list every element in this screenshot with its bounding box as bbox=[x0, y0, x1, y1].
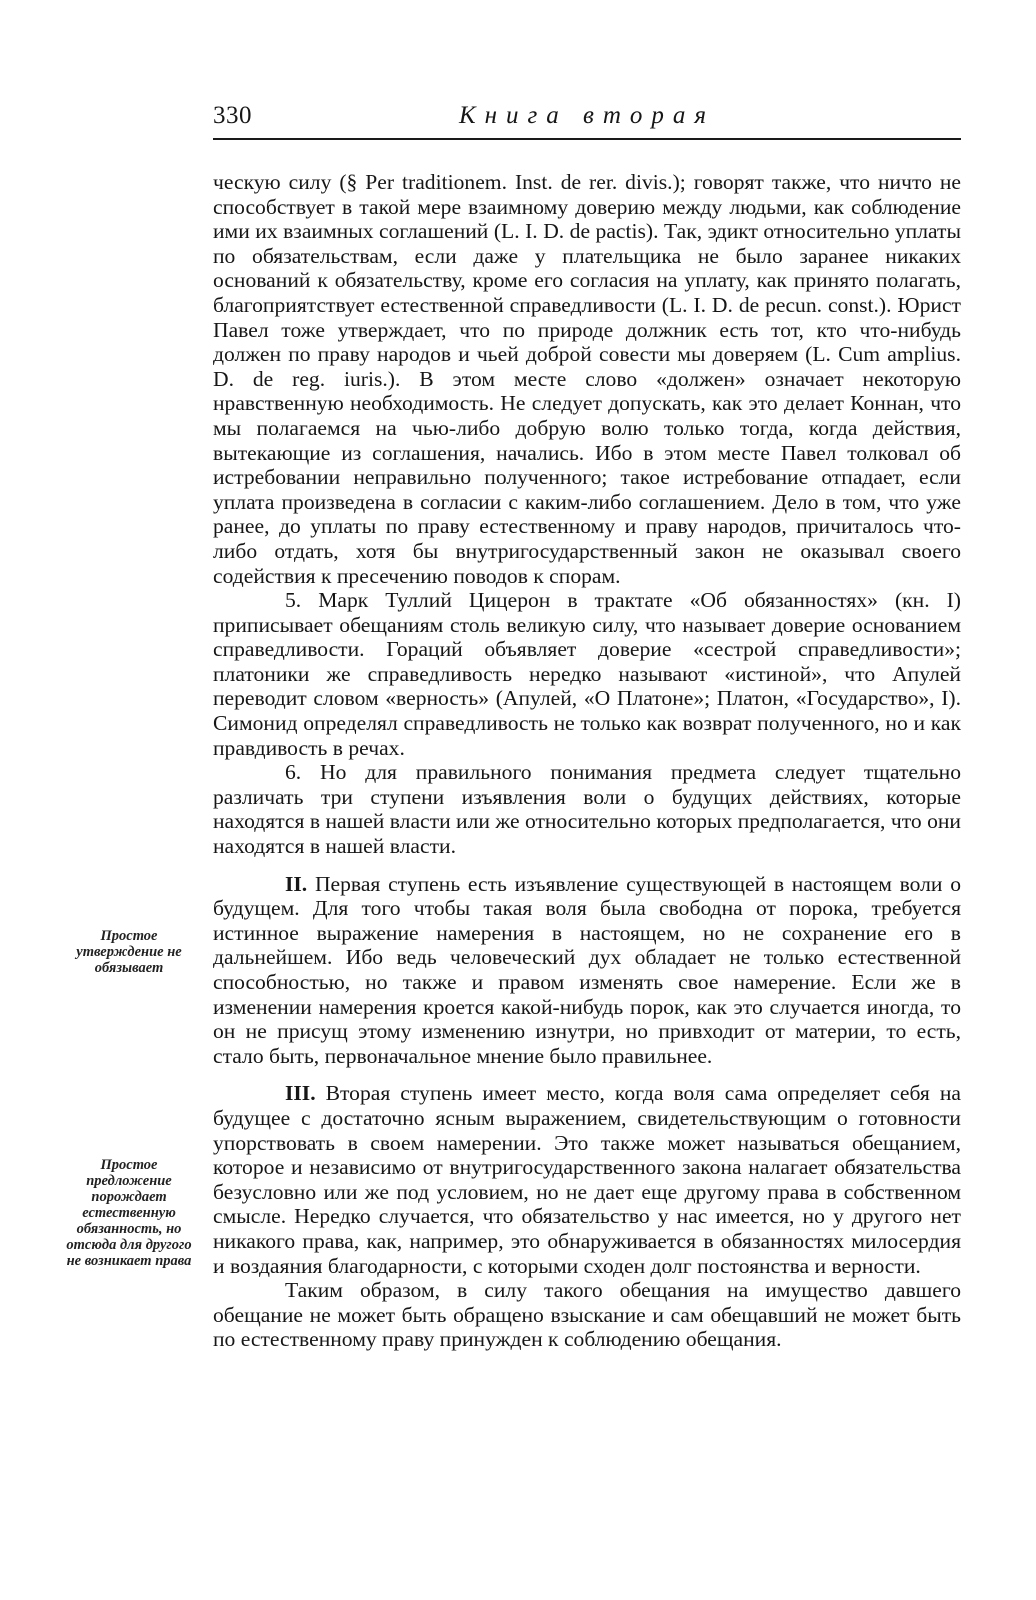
page-header bbox=[213, 100, 961, 140]
paragraph-final: Таким образом, в силу такого обещания на имущество давшего обещание не может быть обращено взыскание и сам обещавший не может быть по естественному праву принужден к соблюдению обещания. bbox=[213, 1278, 961, 1352]
body-text bbox=[213, 170, 961, 1352]
margin-note-simple-proposal: Простое предложение порождает естественную обязанность, но отсюда для другого не возникает права bbox=[66, 1157, 192, 1269]
section-iii-number: III. bbox=[285, 1081, 316, 1106]
margin-note-simple-statement: Простое утверждение не обязывает bbox=[76, 928, 182, 976]
section-iii bbox=[213, 1081, 961, 1278]
section-ii-text: Первая ступень есть изъявление существующей в настоящем воли о будущем. Для того чтобы такая воля была свободна от порока, требуется истинное выражение намерения в настоящем, но не сохранение его в дальнейшем. Ибо ведь человеческий дух обладает не только естественной способностью, но также и правом изменять свое намерение. Если же в изменении намерения кроется какой-нибудь порок, как это случается иногда, то он не присущ этому изменению изнутри, но привходит от материи, то есть, стало быть, первоначальное мнение было правильнее. bbox=[213, 871, 961, 1068]
section-iii-text: Вторая ступень имеет место, когда воля сама определяет себя на будущее с достаточно ясным выражением, свидетельствующим о готовности упорствовать в своем намерении. Это также может называться обещанием, которое и независимо от внутригосударственного закона налагает обязательства безусловно или же под условием, но не дает еще другому права в собственном смысле. Нередко случается, что обязательство у нас имеется, но у другого нет никакого права, как, например, это обнаруживается в обязанностях милосердия и воздаяния благодарности, с которыми сходен долг постоянства и верности. bbox=[213, 1081, 961, 1278]
paragraph-6: 6. Но для правильного понимания предмета следует тщательно различать три ступени изъявления воли о будущих действиях, которые находятся в нашей власти или же относительно которых предполагается, что они находятся в нашей власти. bbox=[213, 760, 961, 859]
paragraph-5: 5. Марк Туллий Цицерон в трактате «Об обязанностях» (кн. I) приписывает обещаниям столь великую силу, что называет доверие основанием справедливости. Гораций объявляет доверие «сестрой справедливости»; платоники же справедливость нередко называют «истиной», что Апулей переводит словом «верность» (Апулей, «О Платоне»; Платон, «Государство», I). Симонид определял справедливость не только как возврат полученного, но и как правдивость в речах. bbox=[213, 588, 961, 760]
section-ii-number: II. bbox=[285, 871, 308, 896]
section-ii bbox=[213, 872, 961, 1069]
running-title: Книга вторая bbox=[458, 102, 716, 129]
paragraph-continued: ческую силу (§ Per traditionem. Inst. de rer. divis.); говорят также, что ничто не способствует в такой мере взаимному доверию между людьми, как соблюдение ими их взаимных соглашений (L. I. D. de pactis). Так, эдикт относительно уплаты по обязательствам, если даже у плательщика не было заранее никаких оснований к обязательству, кроме его согласия на уплату, как принято полагать, благоприятствует естественной справедливости (L. I. D. de pecun. const.). Юрист Павел тоже утверждает, что по природе должник есть тот, кто что-нибудь должен по праву народов и чьей доброй совести мы доверяем (L. Cum amplius. D. de reg. iuris.). В этом месте слово «должен» означает некоторую нравственную необходимость. Не следует допускать, как это делает Коннан, что мы полагаемся на чью-либо добрую волю только тогда, когда действия, вытекающие из соглашения, начались. Ибо в этом месте Павел толковал об истребовании неправильно полученного; такое истребование отпадает, если уплата произведена в согласии с каким-либо соглашением. Дело в том, что уже ранее, до уплаты по праву естественному и праву народов, причиталось что-либо отдать, хотя бы внутригосударственный закон не оказывал своего содействия к пресечению поводов к спорам. bbox=[213, 170, 961, 588]
page-number: 330 bbox=[213, 102, 252, 129]
